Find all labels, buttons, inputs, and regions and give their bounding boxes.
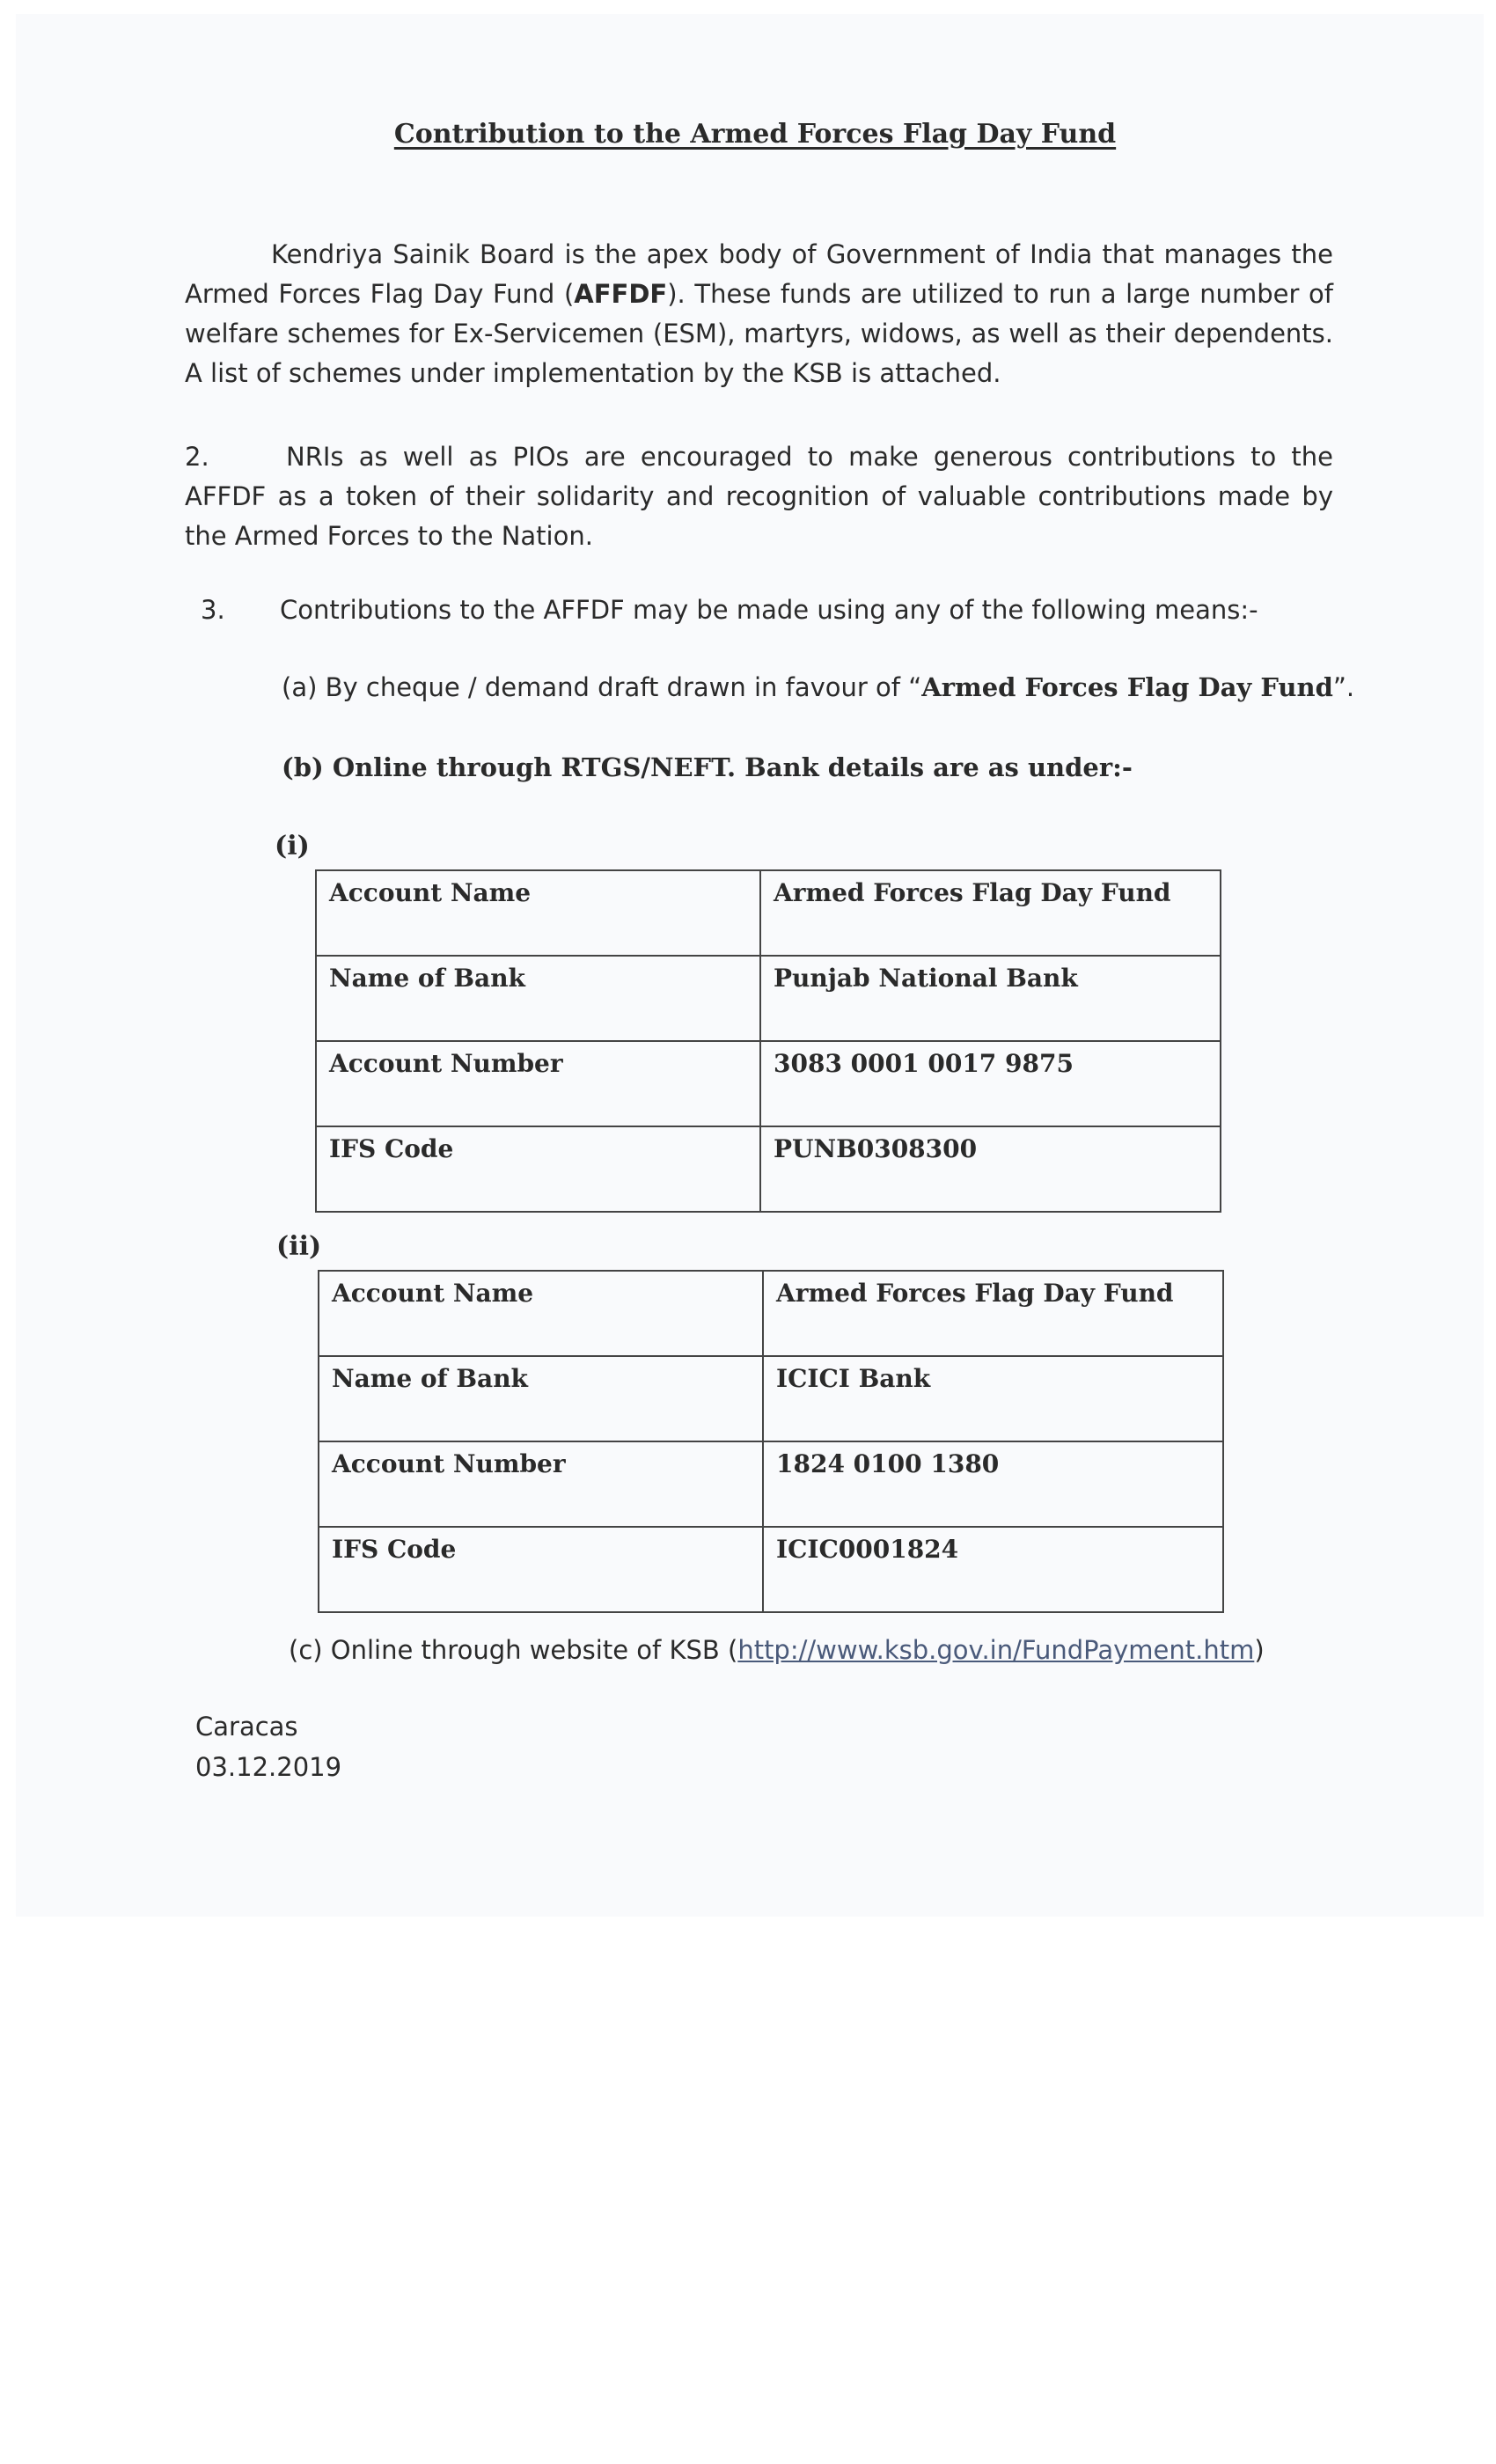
paragraph-2 xyxy=(185,437,1333,556)
paragraph-3-text: Contributions to the AFFDF may be made using any of the following means:- xyxy=(280,595,1258,625)
option-c-prefix: (c) Online through website of KSB ( xyxy=(289,1635,738,1665)
bank-table-2 xyxy=(318,1270,1224,1613)
paragraph-2-number: 2. xyxy=(185,442,209,472)
table-row xyxy=(319,1271,1223,1356)
table-1-label: (i) xyxy=(275,831,310,862)
paragraph-1-text-b: ). These funds are utilized to run a large number of welfare schemes for Ex-Servicemen (ESM), martyrs, widows, as well as their dependents. A list of schemes under implementation by the KSB is attached. xyxy=(185,279,1334,388)
place-name: Caracas xyxy=(195,1712,298,1742)
table-cell-field: IFS Code xyxy=(316,1126,760,1212)
table-cell-field: Account Name xyxy=(319,1271,763,1356)
table-cell-value: PUNB0308300 xyxy=(760,1126,1221,1212)
table-cell-value: Armed Forces Flag Day Fund xyxy=(763,1271,1223,1356)
option-c xyxy=(289,1635,1265,1665)
ksb-fund-payment-link[interactable]: http://www.ksb.gov.in/FundPayment.htm xyxy=(737,1635,1255,1665)
option-a-suffix: ”. xyxy=(1332,672,1355,702)
table-row xyxy=(316,870,1221,956)
bank-table-1 xyxy=(315,869,1221,1213)
document-title: Contribution to the Armed Forces Flag Day Fund xyxy=(393,119,1117,150)
table-row xyxy=(316,1126,1221,1212)
table-cell-field: Account Number xyxy=(316,1041,760,1126)
table-row xyxy=(319,1527,1223,1612)
paragraph-1-text-a: Kendriya Sainik Board is the apex body of Government of India that manages the Armed Forces Flag Day Fund ( xyxy=(185,239,1333,309)
table-cell-field: Account Name xyxy=(316,870,760,956)
table-row xyxy=(319,1441,1223,1527)
option-b: (b) Online through RTGS/NEFT. Bank details are as under:- xyxy=(282,752,1133,782)
option-a xyxy=(282,672,1354,702)
table-row xyxy=(316,1041,1221,1126)
option-c-suffix: ) xyxy=(1254,1635,1265,1665)
table-cell-field: Name of Bank xyxy=(316,956,760,1041)
paragraph-2-text: NRIs as well as PIOs are encouraged to make generous contributions to the AFFDF as a token of their solidarity and recognition of valuable contributions made by the Armed Forces to the Nation. xyxy=(185,442,1333,551)
option-a-prefix: (a) By cheque / demand draft drawn in favour of “ xyxy=(282,672,922,702)
option-a-bold: Armed Forces Flag Day Fund xyxy=(921,672,1333,702)
table-cell-value: 3083 0001 0017 9875 xyxy=(760,1041,1221,1126)
table-cell-value: ICICI Bank xyxy=(763,1356,1223,1441)
table-cell-field: IFS Code xyxy=(319,1527,763,1612)
paragraph-3-number: 3. xyxy=(201,595,225,625)
table-cell-field: Account Number xyxy=(319,1441,763,1527)
table-cell-value: 1824 0100 1380 xyxy=(763,1441,1223,1527)
paragraph-1-bold: AFFDF xyxy=(574,279,668,309)
table-cell-field: Name of Bank xyxy=(319,1356,763,1441)
table-cell-value: Armed Forces Flag Day Fund xyxy=(760,870,1221,956)
paragraph-1 xyxy=(185,235,1333,393)
table-cell-value: Punjab National Bank xyxy=(760,956,1221,1041)
table-row xyxy=(319,1356,1223,1441)
table-cell-value: ICIC0001824 xyxy=(763,1527,1223,1612)
table-2-label: (ii) xyxy=(276,1231,322,1262)
table-row xyxy=(316,956,1221,1041)
document-date: 03.12.2019 xyxy=(195,1752,342,1782)
